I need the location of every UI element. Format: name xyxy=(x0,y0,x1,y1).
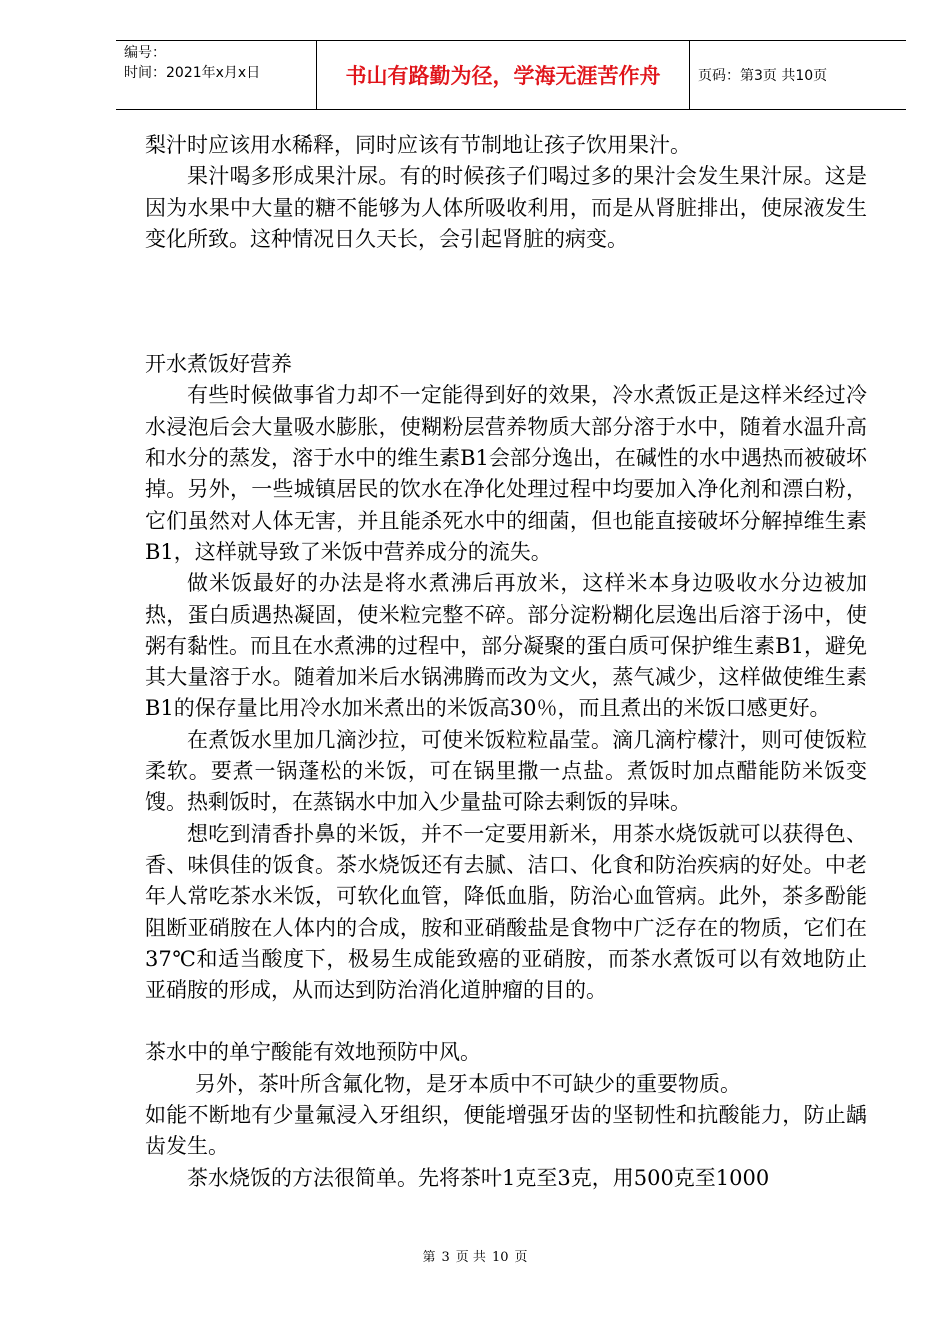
page-footer xyxy=(0,1246,950,1265)
paragraph: 在煮饭水里加几滴沙拉，可使米饭粒粒晶莹。滴几滴柠檬汁，则可使饭粒柔软。要煮一锅蓬松的米饭，可在锅里撒一点盐。煮饭时加点醋能防米饭变馊。热剩饭时，在蒸锅水中加入少量盐可除去剩饭的异味。 xyxy=(145,727,867,815)
footer-total-pages: 10 xyxy=(491,1250,509,1265)
spacer xyxy=(145,1006,867,1037)
header-page-label: 页码：第3页 共10页 xyxy=(698,68,828,84)
paragraph: 做米饭最好的办法是将水煮沸后再放米，这样米本身边吸收水分边被加热，蛋白质遇热凝固，使米粒完整不碎。部分淀粉糊化层逸出后溶于汤中，使粥有黏性。而且在水煮沸的过程中，部分凝聚的蛋白质可保护维生素B1，避免其大量溶于水。随着加米后水锅沸腾而改为文火，蒸气减少，这样做使维生素B1的保存量比用冷水加米煮出的米饭高30％，而且煮出的米饭口感更好。 xyxy=(145,571,867,721)
number-label: 编号： xyxy=(124,45,166,61)
document-header xyxy=(116,40,906,110)
document-body xyxy=(145,130,867,1194)
header-meta xyxy=(116,41,316,109)
footer-prefix: 第 xyxy=(422,1250,436,1265)
paragraph: 想吃到清香扑鼻的米饭，并不一定要用新米，用茶水烧饭就可以获得色、香、味俱佳的饭食。茶水烧饭还有去腻、洁口、化食和防治疾病的好处。中老年人常吃茶水米饭，可软化血管，降低血脂，防治心血管病。此外，茶多酚能阻断亚硝胺在人体内的合成，胺和亚硝酸盐是食物中广泛存在的物质，它们在37℃和适当酸度下，极易生成能致癌的亚硝胺，而茶水煮饭可以有效地防止亚硝胺的形成，从而达到防治消化道肿瘤的目的。 xyxy=(145,821,867,1003)
footer-page-number: 3 xyxy=(441,1250,450,1265)
paragraph: 茶水中的单宁酸能有效地预防中风。 xyxy=(145,1040,481,1065)
paragraph: 果汁喝多形成果汁尿。有的时候孩子们喝过多的果汁会发生果汁尿。这是因为水果中大量的糖不能够为人体所吸收利用，而是从肾脏排出，使尿液发生变化所致。这种情况日久天长，会引起肾脏的病变。 xyxy=(145,164,867,251)
paragraph: 梨汁时应该用水稀释，同时应该有节制地让孩子饮用果汁。 xyxy=(145,133,691,157)
paragraph: 如能不断地有少量氟浸入牙组织，便能增强牙齿的坚韧性和抗酸能力，防止龋齿发生。 xyxy=(145,1103,867,1159)
spacer xyxy=(145,255,867,349)
paragraph: 茶水烧饭的方法很简单。先将茶叶1克至3克，用500克至1000 xyxy=(187,1165,770,1190)
section-heading: 开水煮饭好营养 xyxy=(145,352,292,377)
paragraph: 有些时候做事省力却不一定能得到好的效果，冷水煮饭正是这样米经过冷水浸泡后会大量吸水膨胀，使糊粉层营养物质大部分溶于水中，随着水温升高和水分的蒸发，溶于水中的维生素B1会部分逸出，在碱性的水中遇热而被破坏掉。另外，一些城镇居民的饮水在净化处理过程中均要加入净化剂和漂白粉，它们虽然对人体无害，并且能杀死水中的细菌，但也能直接破坏分解掉维生素B1，这样就导致了米饭中营养成分的流失。 xyxy=(145,383,867,564)
header-motto: 书山有路勤为径，学海无涯苦作舟 xyxy=(316,41,690,109)
footer-suffix: 页 xyxy=(514,1250,528,1265)
footer-middle: 页 共 xyxy=(455,1250,486,1265)
date-label: 时间：2021年x月x日 xyxy=(124,65,261,81)
paragraph: 另外，茶叶所含氟化物，是牙本质中不可缺少的重要物质。 xyxy=(195,1071,741,1096)
